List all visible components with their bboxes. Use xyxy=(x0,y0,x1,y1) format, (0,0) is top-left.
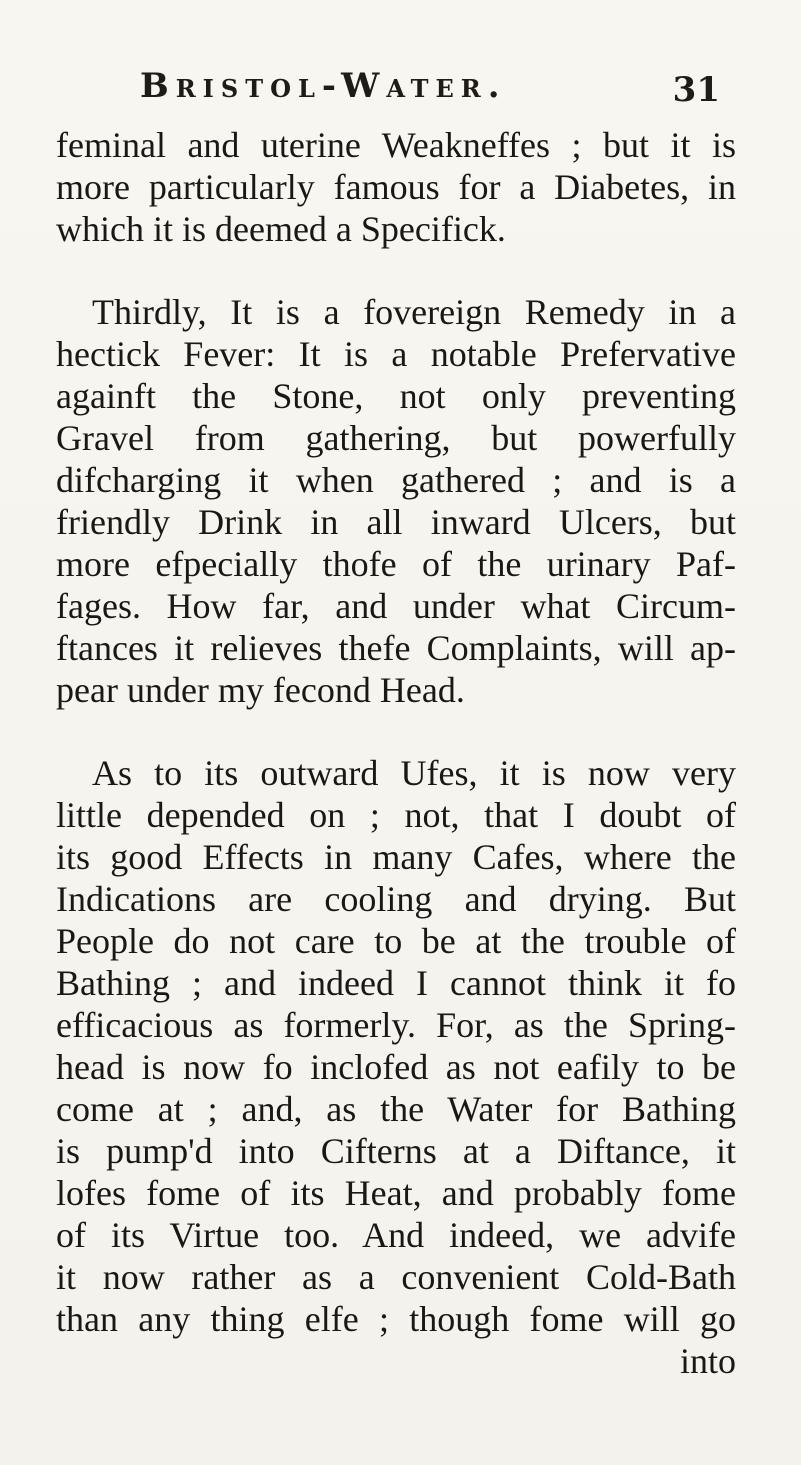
text-line: efficacious as formerly. For, as the Spring- xyxy=(56,1005,736,1045)
text-line: its good Effects in many Cafes, where the xyxy=(56,837,736,877)
text-line: more particularly famous for a Diabetes, in xyxy=(56,167,736,207)
text-line: againft the Stone, not only preventing xyxy=(56,376,736,416)
running-title: Bristol-Water. xyxy=(140,66,507,106)
paragraph-break xyxy=(56,250,736,291)
text-line: little depended on ; not, that I doubt of xyxy=(56,795,736,835)
text-line: Gravel from gathering, but powerfully xyxy=(56,418,736,458)
body-text xyxy=(56,124,736,1382)
text-line: fages. How far, and under what Circum- xyxy=(56,586,736,626)
text-line: which it is deemed a Specifick. xyxy=(56,209,506,249)
text-line: head is now fo inclofed as not eafily to be xyxy=(56,1047,736,1087)
text-line: Indications are cooling and drying. But xyxy=(56,879,736,919)
text-line: friendly Drink in all inward Ulcers, but xyxy=(56,502,736,542)
text-line: ftances it relieves thefe Complaints, will ap- xyxy=(56,628,736,668)
paragraph-break xyxy=(56,711,736,752)
text-line: Bathing ; and indeed I cannot think it fo xyxy=(56,963,736,1003)
text-line: is pump'd into Cifterns at a Diftance, it xyxy=(56,1131,736,1171)
running-head xyxy=(140,64,720,112)
text-line: feminal and uterine Weakneffes ; but it is xyxy=(56,125,736,165)
text-line: come at ; and, as the Water for Bathing xyxy=(56,1089,736,1129)
catchword: into xyxy=(679,1341,736,1381)
text-line: lofes fome of its Heat, and probably fome xyxy=(56,1173,736,1213)
text-line: of its Virtue too. And indeed, we advife xyxy=(56,1215,736,1255)
text-line: than any thing elfe ; though fome will go xyxy=(56,1299,736,1339)
text-line: hectick Fever: It is a notable Prefervative xyxy=(56,334,736,374)
text-line: As to its outward Ufes, it is now very xyxy=(92,753,736,793)
text-line: difcharging it when gathered ; and is a xyxy=(56,460,736,500)
text-line: it now rather as a convenient Cold-Bath xyxy=(56,1257,736,1297)
page-number: 31 xyxy=(672,70,720,110)
text-line: Thirdly, It is a fovereign Remedy in a xyxy=(92,292,736,332)
text-line: more efpecially thofe of the urinary Paf- xyxy=(56,544,736,584)
text-line: People do not care to be at the trouble of xyxy=(56,921,736,961)
text-line: pear under my fecond Head. xyxy=(56,670,465,710)
